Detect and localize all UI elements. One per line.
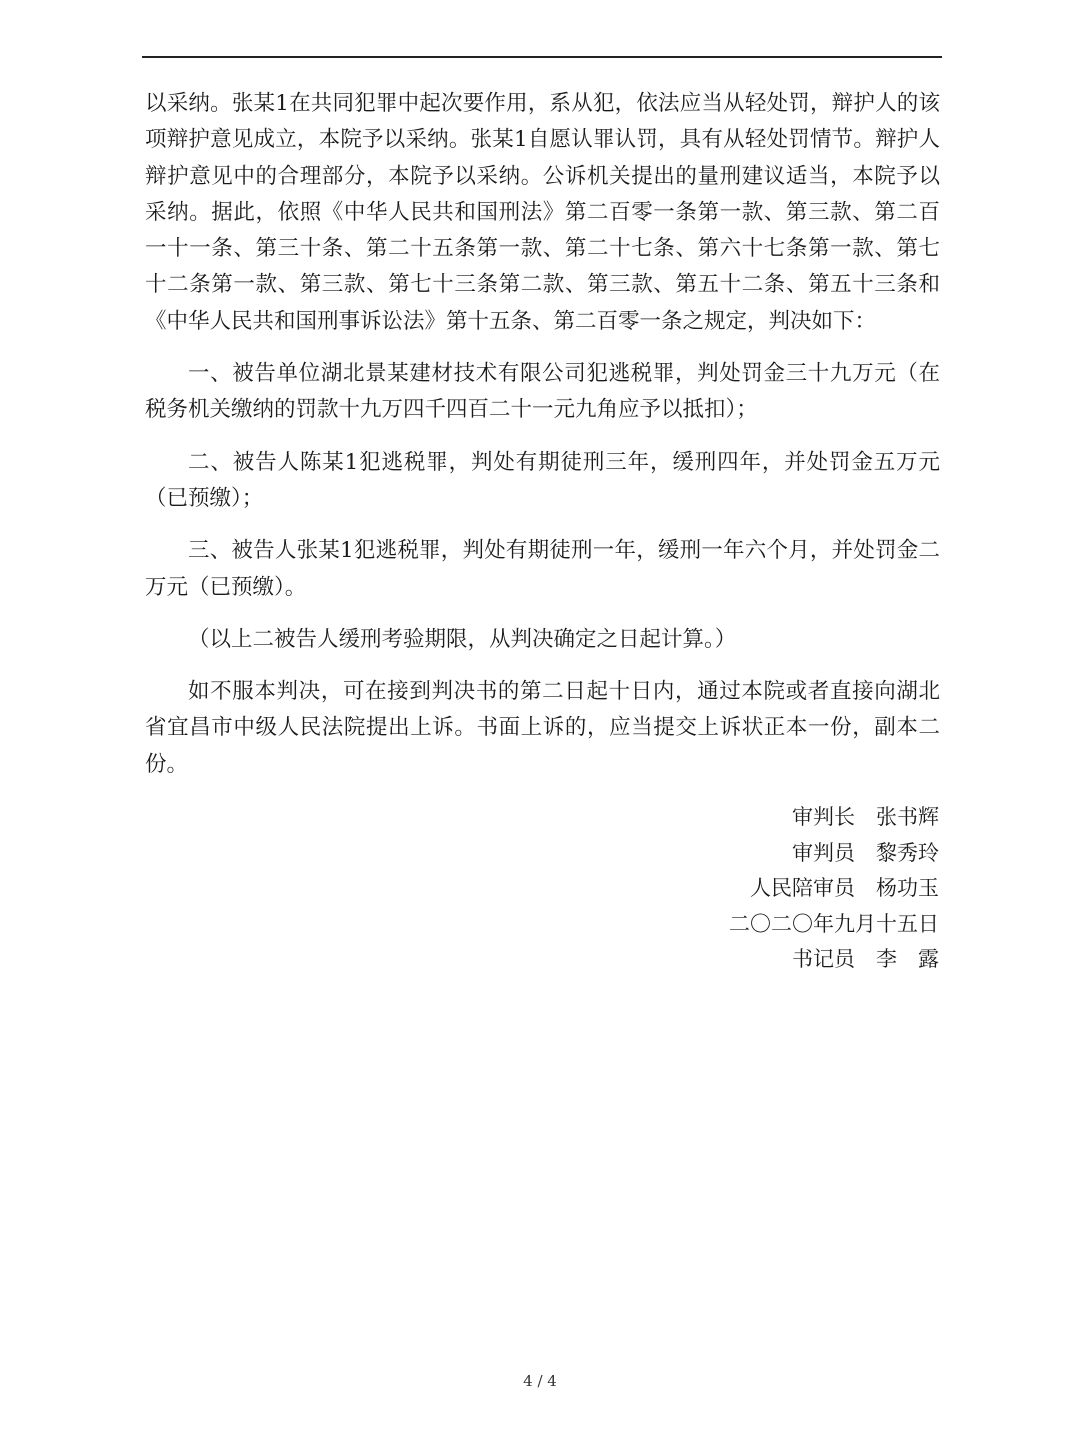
probation-note: （以上二被告人缓刑考验期限，从判决确定之日起计算。） (188, 626, 737, 652)
judge-line: 审判员 黎秀玲 (792, 840, 939, 865)
verdict-item-2: 二、被告人陈某1犯逃税罪，判处有期徒刑三年，缓刑四年，并处罚金五万元（已预缴）； (145, 449, 940, 511)
judgment-body (145, 86, 940, 783)
header-rule (142, 56, 942, 58)
verdict-item-3: 三、被告人张某1犯逃税罪，判处有期徒刑一年，缓刑一年六个月，并处罚金二万元（已预缴）。 (145, 538, 940, 600)
verdict-item-1: 一、被告单位湖北景某建材技术有限公司犯逃税罪，判处罚金三十九万元（在税务机关缴纳的罚款十九万四千四百二十一元九角应予以抵扣）； (145, 361, 940, 423)
appeal-notice: 如不服本判决，可在接到判决书的第二日起十日内，通过本院或者直接向湖北省宜昌市中级人民法院提出上诉。书面上诉的，应当提交上诉状正本一份，副本二份。 (145, 679, 940, 777)
date-line: 二〇二〇年九月十五日 (729, 911, 939, 936)
signature-block (729, 800, 939, 978)
chief-judge-line: 审判长 张书辉 (792, 805, 939, 829)
clerk-line: 书记员 李 露 (792, 947, 939, 971)
reasoning-paragraph: 以采纳。张某1在共同犯罪中起次要作用，系从犯，依法应当从轻处罚，辩护人的该项辩护意见成立，本院予以采纳。张某1自愿认罪认罚，具有从轻处罚情节。辩护人辩护意见中的合理部分，本院予以采纳。公诉机关提出的量刑建议适当，本院予以采纳。据此，依照《中华人民共和国刑法》第二百零一条第一款、第三款、第二百一十一条、第三十条、第二十五条第一款、第二十七条、第六十七条第一款、第七十二条第一款、第三款、第七十三条第二款、第三款、第五十二条、第五十三条和《中华人民共和国刑事诉讼法》第十五条、第二百零一条之规定，判决如下： (145, 91, 940, 334)
juror-line: 人民陪审员 杨功玉 (750, 876, 939, 900)
page-number: 4 / 4 (523, 1372, 557, 1390)
